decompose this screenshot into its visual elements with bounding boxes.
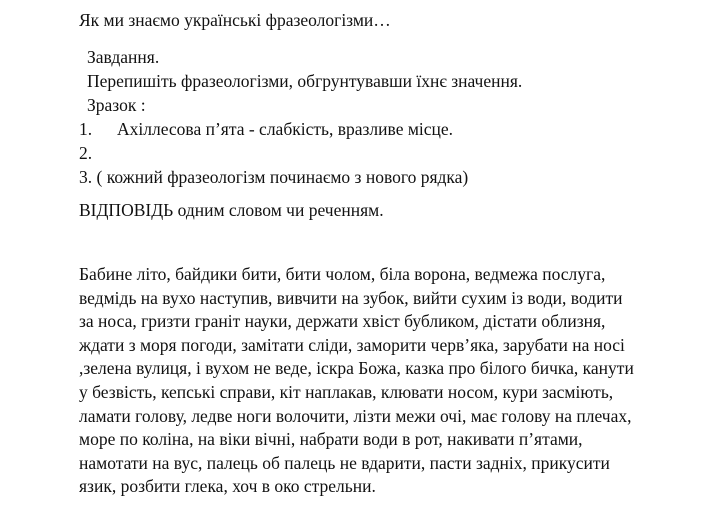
list-item-number: 1.	[79, 119, 93, 139]
task-block	[87, 45, 522, 117]
phrases-line: Бабине літо, байдики бити, бити чолом, біла ворона, ведмежа послуга,	[79, 264, 606, 284]
phrases-line: у безвість, кепські справи, кіт наплакав, клювати носом, кури засміють,	[79, 381, 614, 402]
sample-label: Зразок :	[87, 95, 146, 115]
phrases-line: ведмідь на вухо наступив, вивчити на зубок, вийти сухим із води, водити	[79, 287, 623, 308]
phrases-paragraph	[79, 263, 699, 499]
phrases-line: ждати з моря погоди, замітати сліди, заморити черв’яка, зарубати на носі	[79, 334, 625, 355]
list-item-number: 3.	[79, 167, 93, 187]
phrases-line: за носа, гризти граніт науки, держати хвіст бубликом, дістати облизня,	[79, 311, 606, 332]
phrases-line: море по коліна, на віки вічні, набрати води в рот, накивати п’ятами,	[79, 429, 583, 450]
list-item-text: Ахіллесова п’ята - слабкість, вразливе місце.	[117, 119, 454, 139]
list-item-text: ( кожний фразеологізм починаємо з нового рядка)	[96, 167, 469, 187]
numbered-list	[79, 117, 468, 189]
phrases-line: язик, розбити глека, хоч в око стрельни.	[79, 476, 376, 497]
phrases-line: ,зелена вулиця, і вухом не веде, іскра Божа, казка про білого бичка, канути	[79, 358, 634, 379]
phrases-line: ламати голову, ледве ноги волочити, лізти межи очі, має голову на плечах,	[79, 405, 632, 426]
phrases-line: намотати на вус, палець об палець не вдарити, пасти задніх, прикусити	[79, 452, 610, 473]
task-instruction: Перепишіть фразеологізми, обгрунтувавши їхнє значення.	[87, 71, 523, 91]
list-item-number: 2.	[79, 143, 93, 163]
list-item	[79, 165, 468, 189]
answer-note: ВІДПОВІДЬ одним словом чи реченням.	[79, 200, 384, 220]
list-item	[79, 141, 468, 165]
task-heading: Завдання.	[87, 47, 160, 67]
document-title: Як ми знаємо українські фразеологізми…	[79, 10, 391, 30]
list-item	[79, 117, 468, 141]
